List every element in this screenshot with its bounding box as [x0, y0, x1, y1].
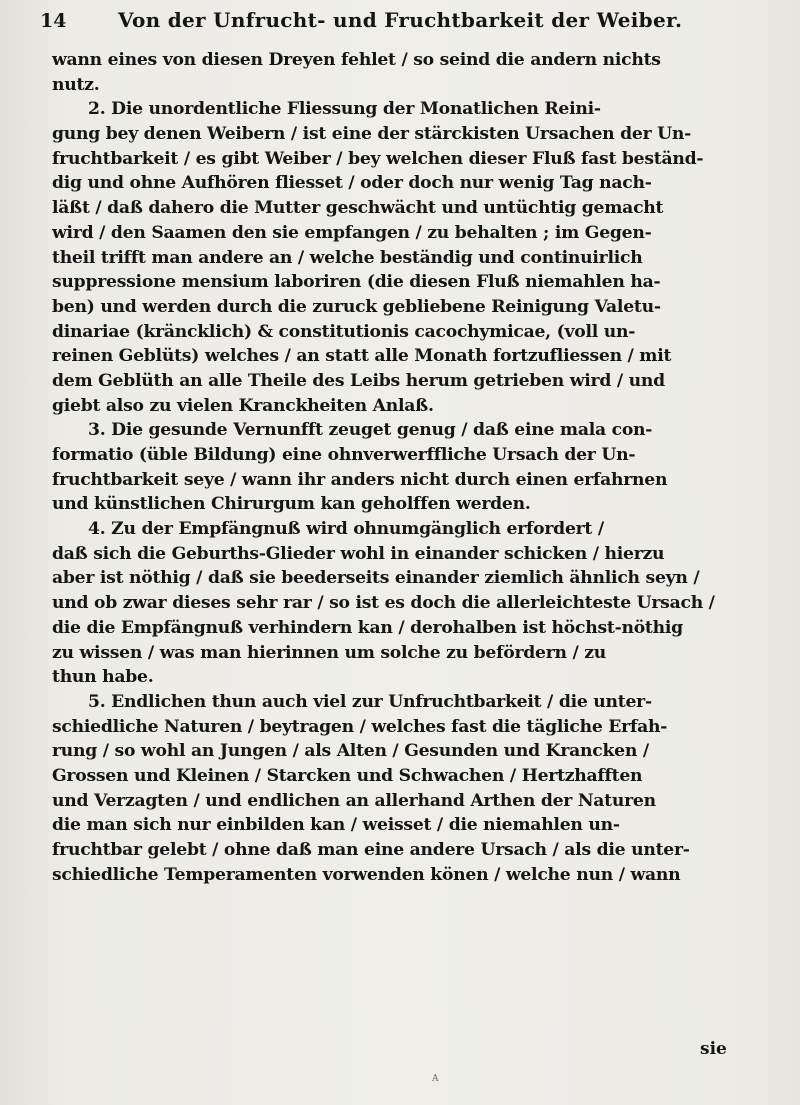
text-line: ben) und werden durch die zuruck gebliebene Reinigung Valetu- [52, 296, 661, 317]
page-number: 14 [40, 10, 67, 32]
text-line: schiedliche Naturen / beytragen / welches fast die tägliche Erfah- [52, 716, 668, 737]
text-line: zu wissen / was man hierinnen um solche zu befördern / zu [52, 642, 607, 663]
text-line: 3. Die gesunde Vernunfft zeuget genug / daß eine mala con- [88, 420, 653, 441]
text-line: fruchtbarkeit / es gibt Weiber / bey welchen dieser Fluß fast beständ- [52, 148, 704, 169]
text-line: 5. Endlichen thun auch viel zur Unfruchtbarkeit / die unter- [88, 691, 652, 712]
text-line: dem Geblüth an alle Theile des Leibs herum getrieben wird / und [52, 370, 665, 391]
text-line: formatio (üble Bildung) eine ohnverwerffliche Ursach der Un- [52, 445, 636, 465]
text-line: die die Empfängnuß verhindern kan / derohalben ist höchst-nöthig [52, 617, 683, 638]
text-line: giebt also zu vielen Kranckheiten Anlaß. [52, 395, 434, 416]
signature-mark: A [432, 1074, 439, 1084]
text-line: fruchtbar gelebt / ohne daß man eine andere Ursach / als die unter- [52, 840, 690, 860]
body-text [52, 48, 774, 887]
text-line: reinen Geblüts) welches / an statt alle Monath fortzufliessen / mit [52, 346, 672, 367]
text-line: wird / den Saamen den sie empfangen / zu behalten ; im Gegen- [52, 222, 652, 243]
text-line: theil trifft man andere an / welche beständig und continuirlich [52, 247, 643, 268]
running-title: Von der Unfrucht- und Fruchtbarkeit der Weiber. [118, 8, 683, 32]
text-line: läßt / daß dahero die Mutter geschwächt und untüchtig gemacht [52, 198, 664, 219]
text-line: dig und ohne Aufhören fliesset / oder doch nur wenig Tag nach- [52, 173, 652, 194]
text-line: aber ist nöthig / daß sie beederseits einander ziemlich ähnlich seyn / [52, 568, 700, 589]
text-line: thun habe. [52, 667, 154, 688]
text-line: nutz. [52, 74, 100, 95]
text-line: und künstlichen Chirurgum kan geholffen werden. [52, 494, 531, 515]
text-line: daß sich die Geburths-Glieder wohl in einander schicken / hierzu [52, 543, 665, 564]
text-line: die man sich nur einbilden kan / weisset / die niemahlen un- [52, 815, 620, 836]
text-line: und ob zwar dieses sehr rar / so ist es doch die allerleichteste Ursach / [52, 593, 715, 614]
text-line: gung bey denen Weibern / ist eine der stärckisten Ursachen der Un- [52, 124, 691, 145]
page-header [40, 8, 770, 38]
text-line: Grossen und Kleinen / Starcken und Schwachen / Hertzhafften [52, 765, 643, 786]
text-line: suppressione mensium laboriren (die diesen Fluß niemahlen ha- [52, 272, 661, 293]
catchword: sie [700, 1039, 727, 1059]
text-line: wann eines von diesen Dreyen fehlet / so seind die andern nichts [52, 50, 661, 70]
text-line: schiedliche Temperamenten vorwenden könen / welche nun / wann [52, 864, 681, 885]
text-line: rung / so wohl an Jungen / als Alten / Gesunden und Krancken / [52, 741, 649, 762]
text-line: dinariae (kräncklich) & constitutionis cacochymicae, (voll un- [52, 321, 636, 342]
text-line: 4. Zu der Empfängnuß wird ohnumgänglich erfordert / [88, 519, 604, 540]
text-line: fruchtbarkeit seye / wann ihr anders nicht durch einen erfahrnen [52, 469, 668, 490]
text-line: und Verzagten / und endlichen an allerhand Arthen der Naturen [52, 790, 656, 811]
text-line: 2. Die unordentliche Fliessung der Monatlichen Reini- [88, 99, 601, 120]
